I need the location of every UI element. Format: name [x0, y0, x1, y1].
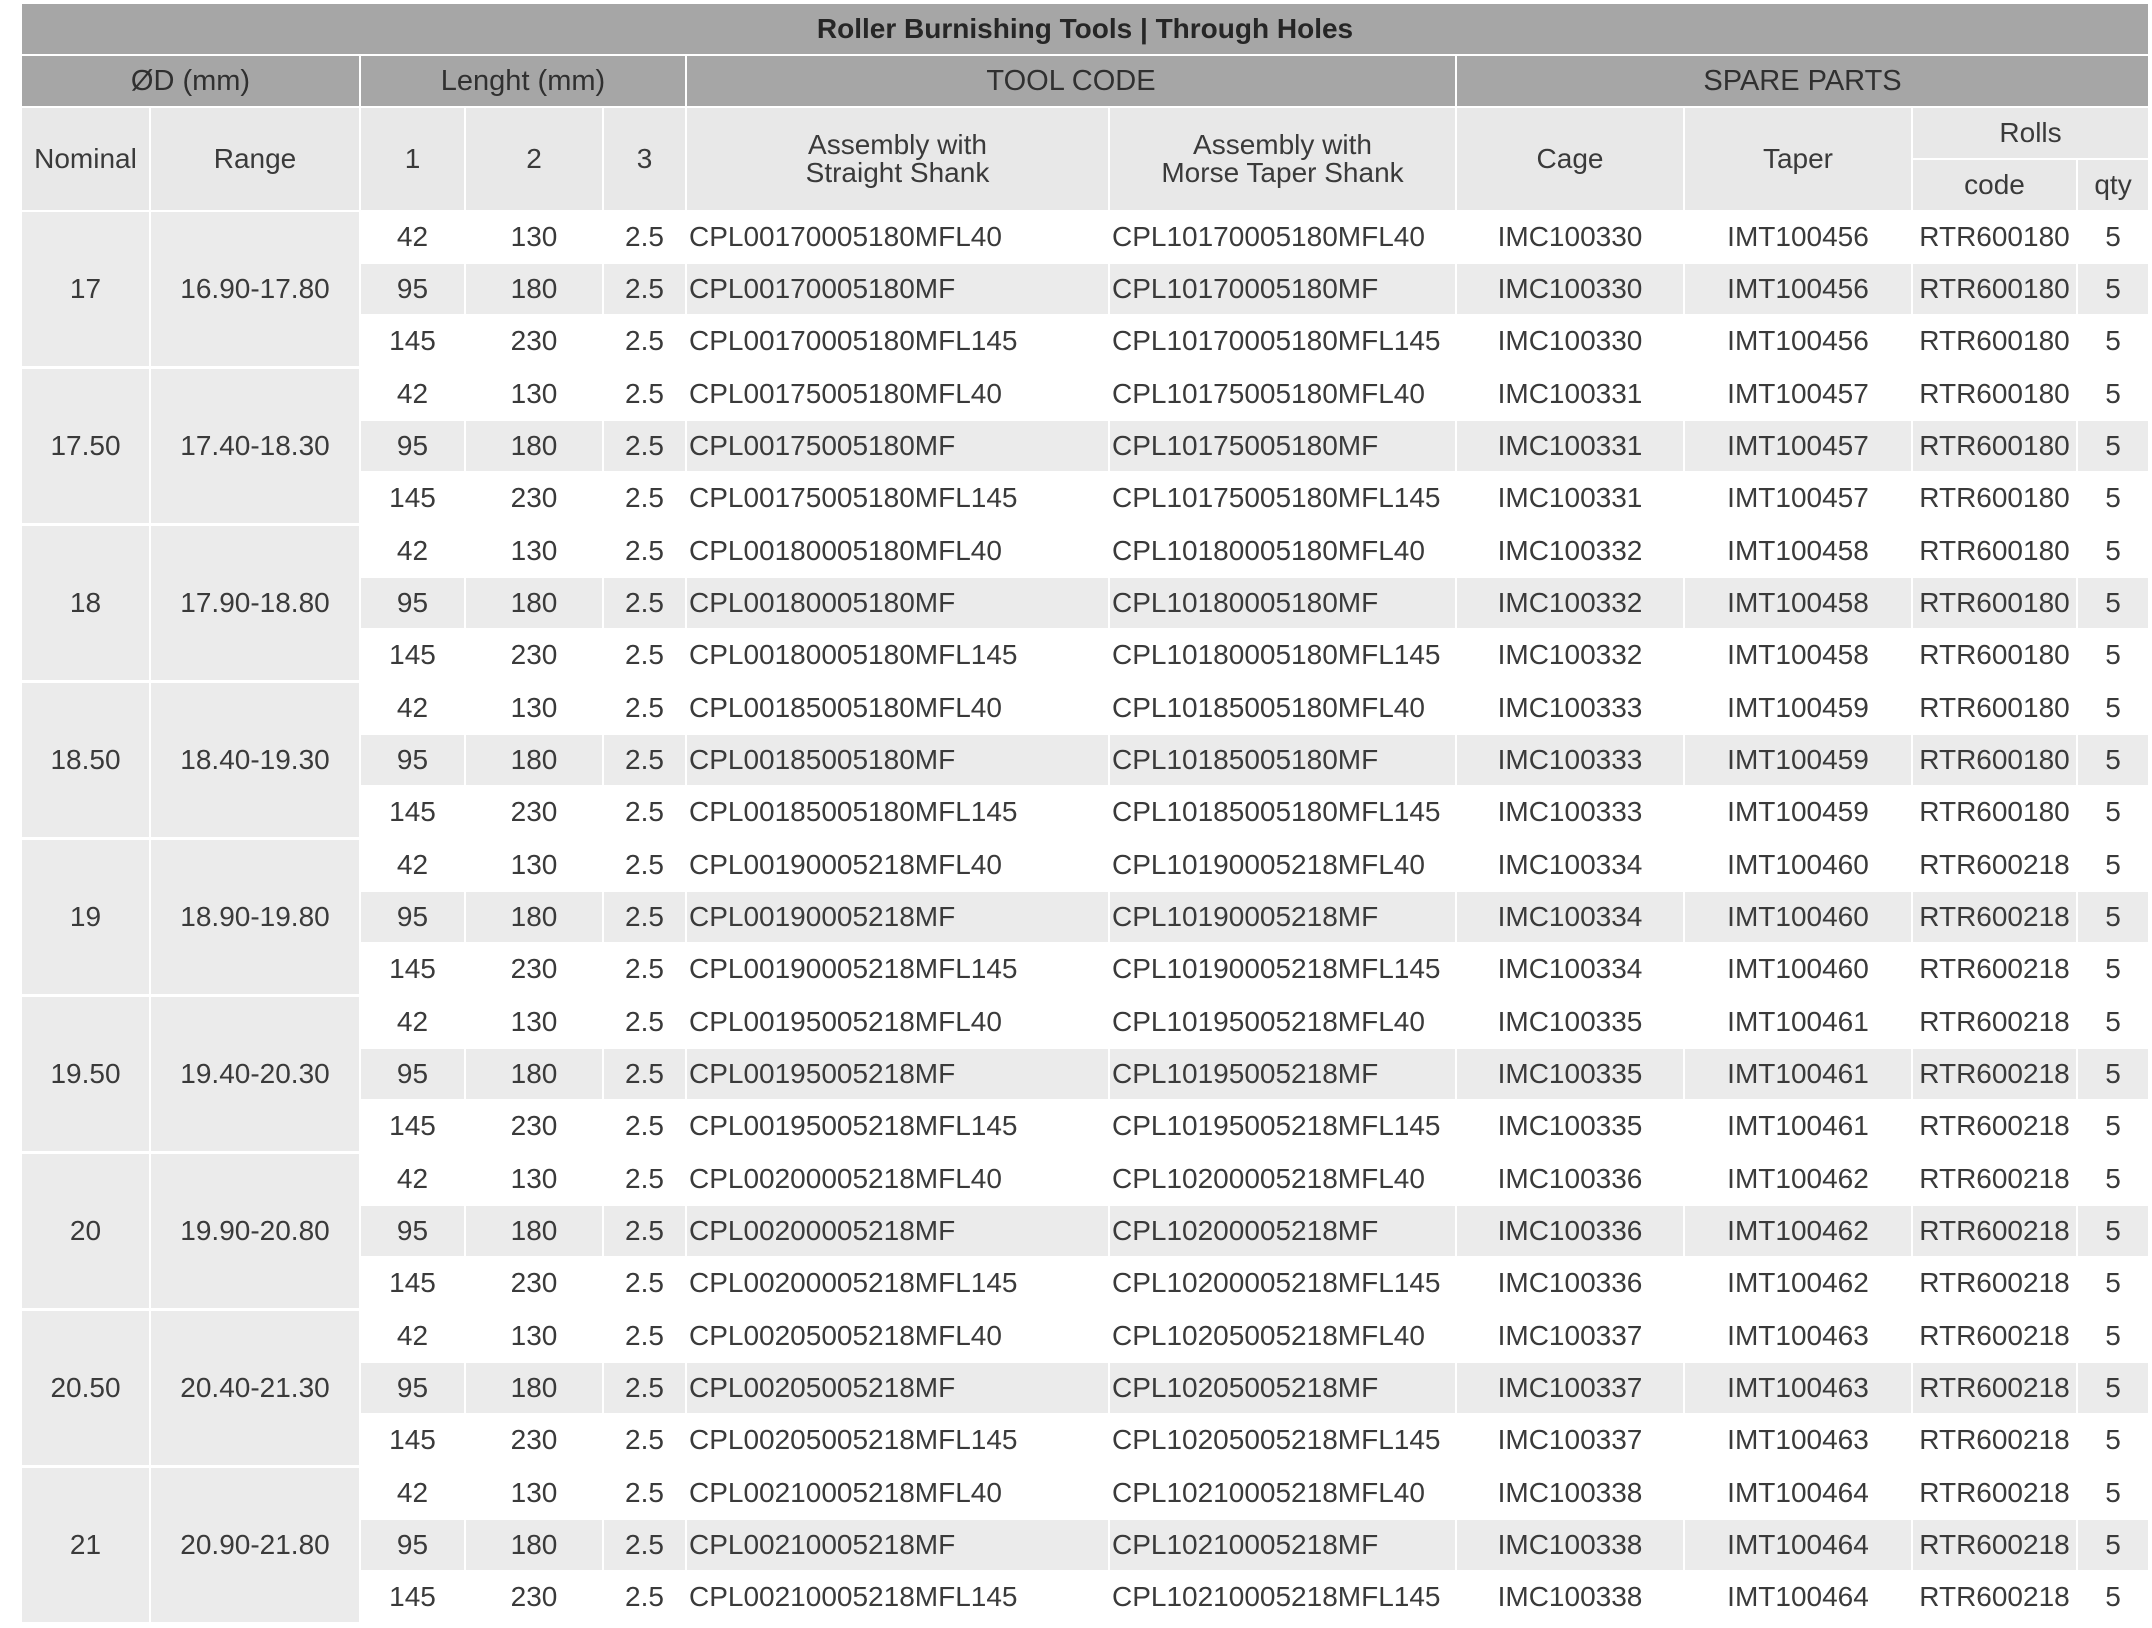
straight-shank-code-cell: CPL00200005218MFL40: [686, 1153, 1109, 1206]
length-3-cell: 2.5: [603, 734, 686, 786]
cage-cell: IMC100336: [1456, 1205, 1684, 1257]
length-1-cell: 95: [360, 1205, 465, 1257]
col-header-length-1: 1: [360, 107, 465, 211]
morse-taper-code-cell: CPL10205005218MF: [1109, 1362, 1456, 1414]
taper-cell: IMT100462: [1684, 1257, 1912, 1310]
straight-shank-code-cell: CPL00175005180MF: [686, 420, 1109, 472]
rolls-code-cell: RTR600218: [1912, 943, 2077, 996]
range-cell: 19.90-20.80: [150, 1153, 360, 1310]
col-header-nominal: Nominal: [21, 107, 150, 211]
straight-shank-code-cell: CPL00195005218MFL40: [686, 996, 1109, 1049]
taper-cell: IMT100456: [1684, 315, 1912, 368]
taper-cell: IMT100456: [1684, 211, 1912, 263]
group-header-tool-code: TOOL CODE: [686, 55, 1456, 107]
length-3-cell: 2.5: [603, 368, 686, 421]
rolls-code-cell: RTR600180: [1912, 472, 2077, 525]
rolls-qty-cell: 5: [2077, 943, 2149, 996]
straight-shank-code-cell: CPL00195005218MFL145: [686, 1100, 1109, 1153]
length-1-cell: 145: [360, 315, 465, 368]
length-1-cell: 42: [360, 996, 465, 1049]
rolls-code-cell: RTR600218: [1912, 996, 2077, 1049]
rolls-code-cell: RTR600180: [1912, 525, 2077, 578]
length-1-cell: 42: [360, 1310, 465, 1363]
table-row: [21, 1153, 2149, 1206]
cage-cell: IMC100331: [1456, 472, 1684, 525]
length-1-cell: 95: [360, 1362, 465, 1414]
taper-cell: IMT100460: [1684, 839, 1912, 892]
taper-cell: IMT100458: [1684, 629, 1912, 682]
table-row: [21, 996, 2149, 1049]
length-3-cell: 2.5: [603, 629, 686, 682]
taper-cell: IMT100459: [1684, 734, 1912, 786]
rolls-qty-cell: 5: [2077, 839, 2149, 892]
col-header-rolls: Rolls: [1912, 107, 2149, 159]
rolls-code-cell: RTR600180: [1912, 577, 2077, 629]
nominal-cell: 21: [21, 1467, 150, 1624]
morse-taper-code-cell: CPL10205005218MFL40: [1109, 1310, 1456, 1363]
length-1-cell: 145: [360, 1571, 465, 1624]
length-3-cell: 2.5: [603, 891, 686, 943]
rolls-qty-cell: 5: [2077, 996, 2149, 1049]
rolls-qty-cell: 5: [2077, 472, 2149, 525]
taper-cell: IMT100459: [1684, 682, 1912, 735]
range-cell: 18.90-19.80: [150, 839, 360, 996]
taper-cell: IMT100461: [1684, 1100, 1912, 1153]
length-1-cell: 42: [360, 368, 465, 421]
length-2-cell: 180: [465, 891, 603, 943]
length-3-cell: 2.5: [603, 1257, 686, 1310]
length-3-cell: 2.5: [603, 839, 686, 892]
cage-cell: IMC100338: [1456, 1467, 1684, 1520]
length-1-cell: 145: [360, 1100, 465, 1153]
morse-taper-code-cell: CPL10175005180MFL145: [1109, 472, 1456, 525]
length-1-cell: 95: [360, 734, 465, 786]
taper-cell: IMT100457: [1684, 420, 1912, 472]
length-3-cell: 2.5: [603, 315, 686, 368]
morse-taper-code-cell: CPL10185005180MF: [1109, 734, 1456, 786]
table-row: [21, 525, 2149, 578]
nominal-cell: 18.50: [21, 682, 150, 839]
length-1-cell: 42: [360, 839, 465, 892]
length-1-cell: 42: [360, 682, 465, 735]
length-2-cell: 130: [465, 211, 603, 263]
length-2-cell: 180: [465, 420, 603, 472]
table-row: [21, 839, 2149, 892]
length-1-cell: 95: [360, 577, 465, 629]
cage-cell: IMC100330: [1456, 211, 1684, 263]
length-3-cell: 2.5: [603, 1310, 686, 1363]
col-header-cage: Cage: [1456, 107, 1684, 211]
length-1-cell: 42: [360, 211, 465, 263]
straight-shank-code-cell: CPL00170005180MF: [686, 263, 1109, 315]
taper-cell: IMT100463: [1684, 1362, 1912, 1414]
rolls-code-cell: RTR600180: [1912, 368, 2077, 421]
group-header-spare-parts: SPARE PARTS: [1456, 55, 2149, 107]
col-header-length-2: 2: [465, 107, 603, 211]
length-3-cell: 2.5: [603, 682, 686, 735]
morse-taper-code-cell: CPL10200005218MFL145: [1109, 1257, 1456, 1310]
length-3-cell: 2.5: [603, 1571, 686, 1624]
length-2-cell: 180: [465, 263, 603, 315]
taper-cell: IMT100461: [1684, 1048, 1912, 1100]
length-1-cell: 95: [360, 1048, 465, 1100]
taper-cell: IMT100456: [1684, 263, 1912, 315]
morse-taper-code-cell: CPL10210005218MFL145: [1109, 1571, 1456, 1624]
morse-taper-code-cell: CPL10195005218MF: [1109, 1048, 1456, 1100]
cage-cell: IMC100330: [1456, 315, 1684, 368]
length-1-cell: 145: [360, 786, 465, 839]
rolls-qty-cell: 5: [2077, 420, 2149, 472]
morse-taper-code-cell: CPL10195005218MFL145: [1109, 1100, 1456, 1153]
straight-shank-code-cell: CPL00205005218MFL145: [686, 1414, 1109, 1467]
cage-cell: IMC100335: [1456, 1100, 1684, 1153]
length-1-cell: 95: [360, 263, 465, 315]
rolls-code-cell: RTR600218: [1912, 1414, 2077, 1467]
straight-shank-code-cell: CPL00205005218MFL40: [686, 1310, 1109, 1363]
length-2-cell: 130: [465, 368, 603, 421]
cage-cell: IMC100330: [1456, 263, 1684, 315]
length-2-cell: 130: [465, 1467, 603, 1520]
straight-shank-code-cell: CPL00185005180MFL145: [686, 786, 1109, 839]
rolls-qty-cell: 5: [2077, 1571, 2149, 1624]
range-cell: 16.90-17.80: [150, 211, 360, 368]
rolls-code-cell: RTR600180: [1912, 682, 2077, 735]
straight-shank-code-cell: CPL00210005218MF: [686, 1519, 1109, 1571]
group-header-length: Lenght (mm): [360, 55, 686, 107]
rolls-qty-cell: 5: [2077, 1362, 2149, 1414]
cage-cell: IMC100333: [1456, 734, 1684, 786]
cage-cell: IMC100333: [1456, 786, 1684, 839]
cage-cell: IMC100337: [1456, 1310, 1684, 1363]
cage-cell: IMC100335: [1456, 1048, 1684, 1100]
rolls-code-cell: RTR600218: [1912, 1310, 2077, 1363]
range-cell: 17.90-18.80: [150, 525, 360, 682]
length-2-cell: 230: [465, 1414, 603, 1467]
nominal-cell: 19.50: [21, 996, 150, 1153]
cage-cell: IMC100338: [1456, 1519, 1684, 1571]
cage-cell: IMC100334: [1456, 891, 1684, 943]
taper-cell: IMT100462: [1684, 1153, 1912, 1206]
nominal-cell: 18: [21, 525, 150, 682]
length-2-cell: 130: [465, 1310, 603, 1363]
col-header-straight-line2: Straight Shank: [805, 157, 990, 188]
rolls-code-cell: RTR600218: [1912, 1153, 2077, 1206]
length-3-cell: 2.5: [603, 1414, 686, 1467]
cage-cell: IMC100334: [1456, 943, 1684, 996]
rolls-qty-cell: 5: [2077, 263, 2149, 315]
rolls-code-cell: RTR600180: [1912, 263, 2077, 315]
cage-cell: IMC100331: [1456, 368, 1684, 421]
rolls-code-cell: RTR600180: [1912, 629, 2077, 682]
length-1-cell: 42: [360, 1153, 465, 1206]
length-3-cell: 2.5: [603, 1100, 686, 1153]
straight-shank-code-cell: CPL00180005180MFL145: [686, 629, 1109, 682]
straight-shank-code-cell: CPL00170005180MFL40: [686, 211, 1109, 263]
straight-shank-code-cell: CPL00180005180MFL40: [686, 525, 1109, 578]
col-header-straight-line1: Assembly with: [808, 129, 987, 160]
length-2-cell: 180: [465, 1362, 603, 1414]
morse-taper-code-cell: CPL10170005180MF: [1109, 263, 1456, 315]
taper-cell: IMT100463: [1684, 1414, 1912, 1467]
rolls-qty-cell: 5: [2077, 682, 2149, 735]
morse-taper-code-cell: CPL10175005180MF: [1109, 420, 1456, 472]
length-3-cell: 2.5: [603, 472, 686, 525]
straight-shank-code-cell: CPL00170005180MFL145: [686, 315, 1109, 368]
rolls-code-cell: RTR600218: [1912, 1362, 2077, 1414]
morse-taper-code-cell: CPL10210005218MFL40: [1109, 1467, 1456, 1520]
length-2-cell: 230: [465, 786, 603, 839]
rolls-qty-cell: 5: [2077, 1205, 2149, 1257]
length-3-cell: 2.5: [603, 943, 686, 996]
length-3-cell: 2.5: [603, 577, 686, 629]
burnishing-tools-table: [20, 2, 2150, 1625]
morse-taper-code-cell: CPL10185005180MFL145: [1109, 786, 1456, 839]
morse-taper-code-cell: CPL10170005180MFL40: [1109, 211, 1456, 263]
cage-cell: IMC100335: [1456, 996, 1684, 1049]
length-3-cell: 2.5: [603, 786, 686, 839]
length-3-cell: 2.5: [603, 420, 686, 472]
rolls-qty-cell: 5: [2077, 315, 2149, 368]
rolls-qty-cell: 5: [2077, 1257, 2149, 1310]
table-row: [21, 368, 2149, 421]
col-header-rolls-code: code: [1912, 159, 2077, 211]
rolls-code-cell: RTR600180: [1912, 211, 2077, 263]
taper-cell: IMT100458: [1684, 577, 1912, 629]
cage-cell: IMC100332: [1456, 577, 1684, 629]
length-2-cell: 180: [465, 1205, 603, 1257]
table-row: [21, 1310, 2149, 1363]
length-3-cell: 2.5: [603, 1519, 686, 1571]
length-3-cell: 2.5: [603, 1048, 686, 1100]
length-2-cell: 180: [465, 734, 603, 786]
morse-taper-code-cell: CPL10180005180MF: [1109, 577, 1456, 629]
rolls-code-cell: RTR600218: [1912, 1048, 2077, 1100]
length-3-cell: 2.5: [603, 996, 686, 1049]
length-2-cell: 230: [465, 1257, 603, 1310]
range-cell: 20.90-21.80: [150, 1467, 360, 1624]
morse-taper-code-cell: CPL10185005180MFL40: [1109, 682, 1456, 735]
col-header-taper: Taper: [1684, 107, 1912, 211]
cage-cell: IMC100338: [1456, 1571, 1684, 1624]
taper-cell: IMT100463: [1684, 1310, 1912, 1363]
table-body: [21, 211, 2149, 1624]
morse-taper-code-cell: CPL10210005218MF: [1109, 1519, 1456, 1571]
rolls-code-cell: RTR600218: [1912, 839, 2077, 892]
length-1-cell: 145: [360, 472, 465, 525]
length-1-cell: 95: [360, 1519, 465, 1571]
cage-cell: IMC100337: [1456, 1414, 1684, 1467]
length-2-cell: 230: [465, 1571, 603, 1624]
length-1-cell: 42: [360, 1467, 465, 1520]
cage-cell: IMC100336: [1456, 1153, 1684, 1206]
length-2-cell: 130: [465, 1153, 603, 1206]
straight-shank-code-cell: CPL00190005218MFL40: [686, 839, 1109, 892]
rolls-qty-cell: 5: [2077, 629, 2149, 682]
rolls-qty-cell: 5: [2077, 1100, 2149, 1153]
morse-taper-code-cell: CPL10200005218MF: [1109, 1205, 1456, 1257]
rolls-code-cell: RTR600218: [1912, 1257, 2077, 1310]
straight-shank-code-cell: CPL00210005218MFL40: [686, 1467, 1109, 1520]
nominal-cell: 20.50: [21, 1310, 150, 1467]
cage-cell: IMC100336: [1456, 1257, 1684, 1310]
morse-taper-code-cell: CPL10190005218MF: [1109, 891, 1456, 943]
length-2-cell: 130: [465, 996, 603, 1049]
taper-cell: IMT100460: [1684, 891, 1912, 943]
col-header-length-3: 3: [603, 107, 686, 211]
morse-taper-code-cell: CPL10190005218MFL40: [1109, 839, 1456, 892]
length-3-cell: 2.5: [603, 1467, 686, 1520]
morse-taper-code-cell: CPL10170005180MFL145: [1109, 315, 1456, 368]
nominal-cell: 17.50: [21, 368, 150, 525]
table-row: [21, 682, 2149, 735]
col-header-straight-shank: [686, 107, 1109, 211]
straight-shank-code-cell: CPL00210005218MFL145: [686, 1571, 1109, 1624]
rolls-qty-cell: 5: [2077, 211, 2149, 263]
length-2-cell: 230: [465, 315, 603, 368]
rolls-code-cell: RTR600180: [1912, 420, 2077, 472]
rolls-qty-cell: 5: [2077, 525, 2149, 578]
cage-cell: IMC100337: [1456, 1362, 1684, 1414]
col-header-range: Range: [150, 107, 360, 211]
length-2-cell: 130: [465, 682, 603, 735]
rolls-qty-cell: 5: [2077, 734, 2149, 786]
straight-shank-code-cell: CPL00190005218MF: [686, 891, 1109, 943]
cage-cell: IMC100331: [1456, 420, 1684, 472]
cage-cell: IMC100333: [1456, 682, 1684, 735]
rolls-qty-cell: 5: [2077, 577, 2149, 629]
length-1-cell: 145: [360, 629, 465, 682]
straight-shank-code-cell: CPL00195005218MF: [686, 1048, 1109, 1100]
taper-cell: IMT100464: [1684, 1571, 1912, 1624]
nominal-cell: 20: [21, 1153, 150, 1310]
rolls-qty-cell: 5: [2077, 891, 2149, 943]
straight-shank-code-cell: CPL00200005218MFL145: [686, 1257, 1109, 1310]
range-cell: 19.40-20.30: [150, 996, 360, 1153]
col-header-morse-line1: Assembly with: [1193, 129, 1372, 160]
length-1-cell: 95: [360, 420, 465, 472]
straight-shank-code-cell: CPL00200005218MF: [686, 1205, 1109, 1257]
taper-cell: IMT100464: [1684, 1519, 1912, 1571]
length-2-cell: 230: [465, 1100, 603, 1153]
rolls-qty-cell: 5: [2077, 1048, 2149, 1100]
rolls-qty-cell: 5: [2077, 1153, 2149, 1206]
range-cell: 18.40-19.30: [150, 682, 360, 839]
length-2-cell: 230: [465, 943, 603, 996]
taper-cell: IMT100462: [1684, 1205, 1912, 1257]
rolls-code-cell: RTR600180: [1912, 786, 2077, 839]
taper-cell: IMT100459: [1684, 786, 1912, 839]
rolls-qty-cell: 5: [2077, 786, 2149, 839]
rolls-code-cell: RTR600218: [1912, 1467, 2077, 1520]
length-3-cell: 2.5: [603, 1205, 686, 1257]
length-1-cell: 145: [360, 1257, 465, 1310]
length-2-cell: 180: [465, 1519, 603, 1571]
rolls-code-cell: RTR600218: [1912, 1100, 2077, 1153]
length-2-cell: 130: [465, 525, 603, 578]
taper-cell: IMT100464: [1684, 1467, 1912, 1520]
group-header-diameter: ØD (mm): [21, 55, 360, 107]
length-2-cell: 180: [465, 1048, 603, 1100]
col-header-morse-line2: Morse Taper Shank: [1161, 157, 1404, 188]
morse-taper-code-cell: CPL10205005218MFL145: [1109, 1414, 1456, 1467]
table-row: [21, 1467, 2149, 1520]
length-2-cell: 230: [465, 629, 603, 682]
page: [20, 2, 2148, 1625]
straight-shank-code-cell: CPL00190005218MFL145: [686, 943, 1109, 996]
rolls-qty-cell: 5: [2077, 1310, 2149, 1363]
morse-taper-code-cell: CPL10195005218MFL40: [1109, 996, 1456, 1049]
morse-taper-code-cell: CPL10180005180MFL145: [1109, 629, 1456, 682]
col-header-morse-taper-shank: [1109, 107, 1456, 211]
rolls-qty-cell: 5: [2077, 1467, 2149, 1520]
cage-cell: IMC100334: [1456, 839, 1684, 892]
taper-cell: IMT100457: [1684, 472, 1912, 525]
col-header-rolls-qty: qty: [2077, 159, 2149, 211]
straight-shank-code-cell: CPL00175005180MFL145: [686, 472, 1109, 525]
length-3-cell: 2.5: [603, 263, 686, 315]
rolls-qty-cell: 5: [2077, 1414, 2149, 1467]
range-cell: 20.40-21.30: [150, 1310, 360, 1467]
length-2-cell: 230: [465, 472, 603, 525]
taper-cell: IMT100461: [1684, 996, 1912, 1049]
rolls-code-cell: RTR600218: [1912, 1205, 2077, 1257]
taper-cell: IMT100457: [1684, 368, 1912, 421]
straight-shank-code-cell: CPL00185005180MF: [686, 734, 1109, 786]
straight-shank-code-cell: CPL00185005180MFL40: [686, 682, 1109, 735]
morse-taper-code-cell: CPL10175005180MFL40: [1109, 368, 1456, 421]
straight-shank-code-cell: CPL00205005218MF: [686, 1362, 1109, 1414]
nominal-cell: 19: [21, 839, 150, 996]
length-3-cell: 2.5: [603, 525, 686, 578]
taper-cell: IMT100458: [1684, 525, 1912, 578]
morse-taper-code-cell: CPL10200005218MFL40: [1109, 1153, 1456, 1206]
cage-cell: IMC100332: [1456, 629, 1684, 682]
morse-taper-code-cell: CPL10190005218MFL145: [1109, 943, 1456, 996]
length-3-cell: 2.5: [603, 1153, 686, 1206]
rolls-code-cell: RTR600218: [1912, 891, 2077, 943]
cage-cell: IMC100332: [1456, 525, 1684, 578]
rolls-code-cell: RTR600180: [1912, 315, 2077, 368]
rolls-qty-cell: 5: [2077, 368, 2149, 421]
length-3-cell: 2.5: [603, 211, 686, 263]
rolls-qty-cell: 5: [2077, 1519, 2149, 1571]
rolls-code-cell: RTR600180: [1912, 734, 2077, 786]
range-cell: 17.40-18.30: [150, 368, 360, 525]
morse-taper-code-cell: CPL10180005180MFL40: [1109, 525, 1456, 578]
nominal-cell: 17: [21, 211, 150, 368]
length-1-cell: 95: [360, 891, 465, 943]
length-1-cell: 42: [360, 525, 465, 578]
rolls-code-cell: RTR600218: [1912, 1571, 2077, 1624]
straight-shank-code-cell: CPL00180005180MF: [686, 577, 1109, 629]
rolls-code-cell: RTR600218: [1912, 1519, 2077, 1571]
straight-shank-code-cell: CPL00175005180MFL40: [686, 368, 1109, 421]
length-1-cell: 145: [360, 943, 465, 996]
table-row: [21, 211, 2149, 263]
length-3-cell: 2.5: [603, 1362, 686, 1414]
table-title: Roller Burnishing Tools | Through Holes: [21, 3, 2149, 55]
length-1-cell: 145: [360, 1414, 465, 1467]
length-2-cell: 180: [465, 577, 603, 629]
length-2-cell: 130: [465, 839, 603, 892]
taper-cell: IMT100460: [1684, 943, 1912, 996]
